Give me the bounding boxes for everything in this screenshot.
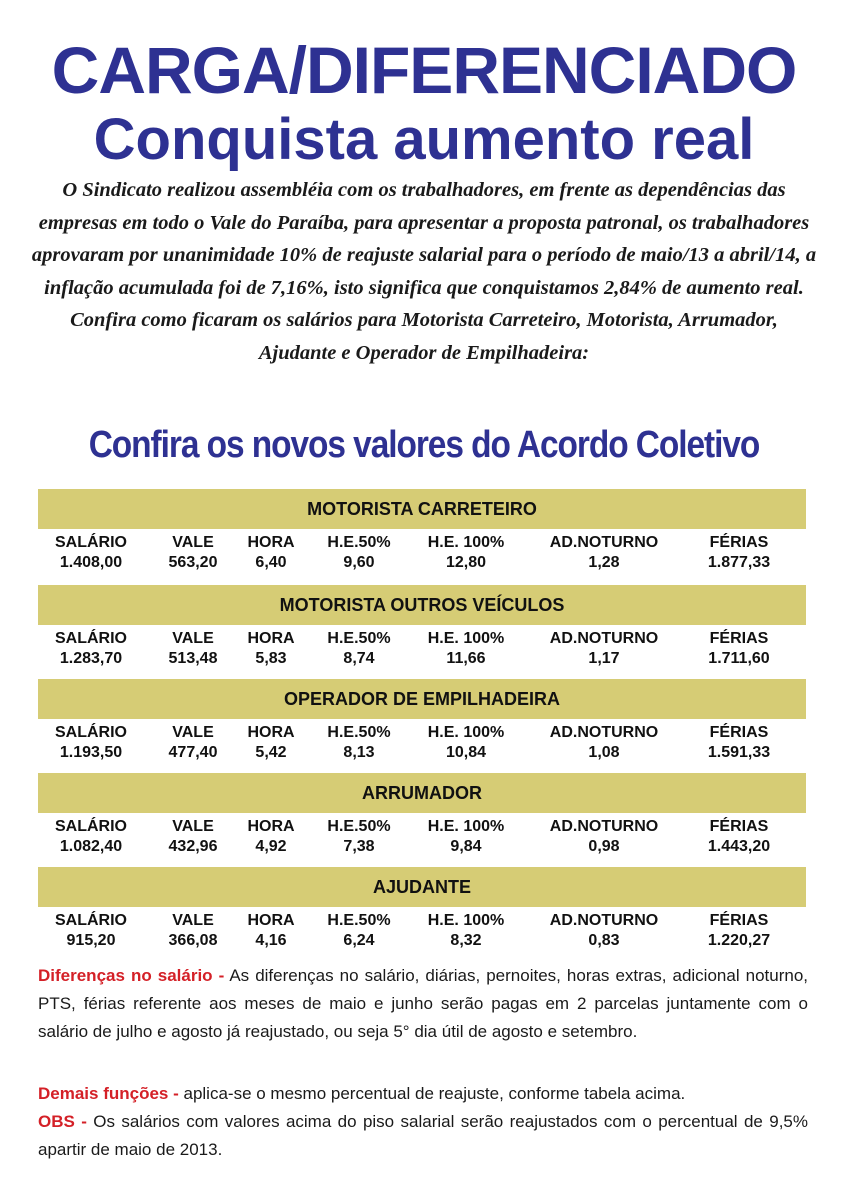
values-row — [38, 719, 806, 773]
column-header: H.E.50% — [327, 912, 391, 929]
value-cell — [413, 723, 519, 763]
column-value: 5,42 — [255, 744, 287, 761]
value-cell — [314, 533, 404, 573]
value-cell — [36, 629, 146, 669]
value-cell — [314, 629, 404, 669]
column-header: H.E.50% — [327, 724, 391, 741]
value-cell — [536, 723, 672, 763]
value-cell — [151, 911, 235, 951]
category-header: MOTORISTA OUTROS VEÍCULOS — [38, 585, 806, 625]
column-header: VALE — [172, 912, 214, 929]
note-demais-text: aplica-se o mesmo percentual de reajuste, conforme tabela acima. — [178, 1084, 686, 1103]
column-header: AD.NOTURNO — [549, 818, 659, 835]
column-header: H.E.50% — [327, 534, 391, 551]
column-value: 1.591,33 — [707, 744, 771, 761]
note-obs-label: OBS - — [38, 1112, 87, 1131]
value-cell — [151, 817, 235, 857]
column-value: 1.283,70 — [59, 650, 123, 667]
value-cell — [238, 817, 304, 857]
value-cell — [536, 629, 672, 669]
column-value: 477,40 — [168, 744, 218, 761]
column-value: 1,08 — [588, 744, 620, 761]
column-value: 0,83 — [588, 932, 620, 949]
value-cell — [314, 817, 404, 857]
column-header: AD.NOTURNO — [549, 534, 659, 551]
column-header: H.E. 100% — [427, 724, 505, 741]
values-row — [38, 813, 806, 867]
values-row — [38, 529, 806, 583]
column-header: FÉRIAS — [709, 630, 769, 647]
column-value: 1.082,40 — [59, 838, 123, 855]
column-header: HORA — [247, 534, 295, 551]
value-cell — [536, 911, 672, 951]
value-cell — [36, 911, 146, 951]
column-value: 915,20 — [66, 932, 116, 949]
value-cell — [151, 629, 235, 669]
note-demais — [38, 1080, 808, 1108]
values-row — [38, 625, 806, 679]
column-value: 1.711,60 — [708, 650, 770, 667]
column-header: VALE — [172, 818, 214, 835]
value-cell — [413, 629, 519, 669]
column-value: 1,28 — [588, 554, 620, 571]
column-value: 9,84 — [450, 838, 482, 855]
note-obs-text: Os salários com valores acima do piso salarial serão reajustados com o percentual de 9,5% apartir de maio de 2013. — [38, 1112, 808, 1159]
column-value: 4,16 — [255, 932, 287, 949]
column-value: 8,13 — [343, 744, 375, 761]
column-value: 8,74 — [343, 650, 375, 667]
column-value: 513,48 — [168, 650, 218, 667]
category-header: AJUDANTE — [38, 867, 806, 907]
column-header: H.E.50% — [327, 818, 391, 835]
value-cell — [36, 533, 146, 573]
salary-category-block — [38, 489, 806, 583]
note-demais-label: Demais funções - — [38, 1084, 179, 1103]
column-header: SALÁRIO — [55, 912, 127, 929]
column-value: 432,96 — [168, 838, 218, 855]
column-header: VALE — [172, 534, 214, 551]
salary-category-block — [38, 867, 806, 961]
column-value: 1.408,00 — [59, 554, 123, 571]
value-cell — [151, 533, 235, 573]
value-cell — [314, 723, 404, 763]
column-value: 9,60 — [343, 554, 375, 571]
column-header: FÉRIAS — [709, 818, 769, 835]
column-header: H.E. 100% — [427, 912, 505, 929]
value-cell — [413, 533, 519, 573]
value-cell — [36, 817, 146, 857]
column-header: VALE — [172, 630, 214, 647]
category-header: OPERADOR DE EMPILHADEIRA — [38, 679, 806, 719]
value-cell — [238, 629, 304, 669]
value-cell — [314, 911, 404, 951]
column-value: 12,80 — [445, 554, 487, 571]
value-cell — [413, 911, 519, 951]
salary-category-block — [38, 585, 806, 679]
value-cell — [36, 723, 146, 763]
column-value: 5,83 — [255, 650, 287, 667]
category-header: MOTORISTA CARRETEIRO — [38, 489, 806, 529]
column-header: VALE — [172, 724, 214, 741]
column-header: SALÁRIO — [55, 534, 127, 551]
column-value: 8,32 — [450, 932, 482, 949]
column-header: FÉRIAS — [709, 534, 769, 551]
column-header: H.E. 100% — [427, 818, 505, 835]
column-header: AD.NOTURNO — [549, 630, 659, 647]
section-heading: Confira os novos valores do Acordo Coletivo — [88, 424, 760, 466]
note-obs — [38, 1108, 808, 1164]
intro-paragraph: O Sindicato realizou assembléia com os trabalhadores, em frente as dependências das empresas em todo o Vale do Paraíba, para apresentar a proposta patronal, os trabalhadores aprovaram por unanimidade 10% de reajuste salarial para o período de maio/13 a abril/14, a inflação acumulada foi de 7,16%, isto significa que conquistamos 2,84% de aumento real. Confira como ficaram os salários para Motorista Carreteiro, Motorista, Arrumador, Ajudante e Operador de Empilhadeira: — [31, 179, 817, 364]
page-title: CARGA/DIFERENCIADO — [51, 33, 797, 107]
value-cell — [684, 533, 794, 573]
column-value: 4,92 — [255, 838, 287, 855]
column-header: HORA — [247, 912, 295, 929]
note-diferencas — [38, 962, 808, 1046]
value-cell — [684, 911, 794, 951]
column-value: 563,20 — [168, 554, 218, 571]
column-header: HORA — [247, 630, 295, 647]
value-cell — [684, 817, 794, 857]
column-header: AD.NOTURNO — [549, 724, 659, 741]
column-value: 1.877,33 — [707, 554, 771, 571]
column-value: 6,24 — [343, 932, 375, 949]
value-cell — [684, 723, 794, 763]
value-cell — [536, 817, 672, 857]
column-value: 1.193,50 — [59, 744, 123, 761]
value-cell — [238, 911, 304, 951]
column-header: SALÁRIO — [55, 630, 127, 647]
column-header: H.E. 100% — [427, 630, 505, 647]
column-header: FÉRIAS — [709, 724, 769, 741]
column-header: H.E.50% — [327, 630, 391, 647]
column-value: 7,38 — [343, 838, 375, 855]
column-header: HORA — [247, 818, 295, 835]
page-subtitle: Conquista aumento real — [93, 107, 755, 172]
column-value: 6,40 — [255, 554, 287, 571]
value-cell — [684, 629, 794, 669]
note-diferencas-text: As diferenças no salário, diárias, pernoites, horas extras, adicional noturno, PTS, férias referente aos meses de maio e junho serão pagas em 2 parcelas juntamente com o salário de julho e agosto já reajustado, ou seja 5° dia útil de agosto e setembro. — [38, 966, 809, 1041]
column-value: 10,84 — [445, 744, 487, 761]
category-header: ARRUMADOR — [38, 773, 806, 813]
column-header: HORA — [247, 724, 295, 741]
column-header: H.E. 100% — [427, 534, 505, 551]
value-cell — [413, 817, 519, 857]
column-value: 11,66 — [446, 650, 486, 667]
value-cell — [238, 533, 304, 573]
column-header: AD.NOTURNO — [549, 912, 659, 929]
value-cell — [536, 533, 672, 573]
salary-category-block — [38, 773, 806, 867]
column-header: SALÁRIO — [55, 724, 127, 741]
salary-category-block — [38, 679, 806, 773]
note-diferencas-label: Diferenças no salário - — [38, 966, 225, 985]
column-value: 366,08 — [168, 932, 218, 949]
column-header: SALÁRIO — [55, 818, 127, 835]
column-header: FÉRIAS — [709, 912, 769, 929]
values-row — [38, 907, 806, 961]
column-value: 1.220,27 — [707, 932, 771, 949]
column-value: 0,98 — [588, 838, 620, 855]
value-cell — [151, 723, 235, 763]
value-cell — [238, 723, 304, 763]
column-value: 1,17 — [588, 650, 620, 667]
column-value: 1.443,20 — [707, 838, 771, 855]
